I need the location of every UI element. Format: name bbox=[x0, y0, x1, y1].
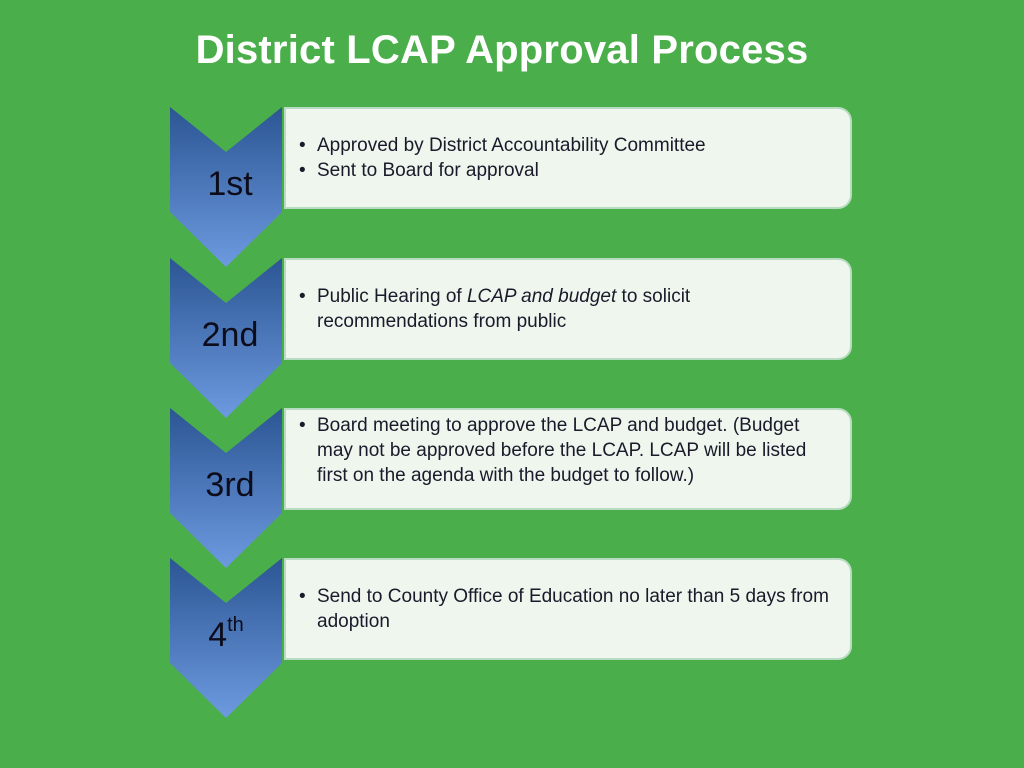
bullet-item bbox=[298, 133, 834, 158]
bullet-text: Approved by District Accountability Committee bbox=[317, 135, 706, 156]
step-label-suffix: th bbox=[227, 613, 244, 636]
process-step-1 bbox=[170, 107, 860, 277]
step-label: 1st bbox=[207, 165, 253, 203]
step-description-box bbox=[284, 558, 852, 660]
page-title: District LCAP Approval Process bbox=[195, 28, 809, 72]
bullet-text: Board meeting to approve the LCAP and budget. (Budget may not be approved before the LCAP. LCAP will be listed first on the agenda with the budget to follow.) bbox=[317, 415, 807, 486]
bullet-list bbox=[286, 260, 850, 334]
step-label: 2nd bbox=[201, 316, 259, 354]
step-label: 3rd bbox=[205, 466, 255, 504]
bullet-item bbox=[298, 158, 834, 183]
step-label bbox=[170, 613, 282, 655]
bullet-item bbox=[298, 413, 834, 488]
process-step-3 bbox=[170, 408, 860, 578]
bullet-text: Sent to Board for approval bbox=[317, 160, 539, 181]
step-description-box bbox=[284, 258, 852, 360]
bullet-text-italic: LCAP and budget bbox=[466, 286, 617, 307]
step-label-number: 4 bbox=[208, 616, 228, 654]
bullet-text: Public Hearing of bbox=[317, 286, 467, 307]
step-description-box bbox=[284, 408, 852, 510]
step-description-box bbox=[284, 107, 852, 209]
process-step-2 bbox=[170, 258, 860, 428]
bullet-item bbox=[298, 584, 834, 634]
bullet-list bbox=[286, 109, 850, 183]
bullet-list bbox=[286, 560, 850, 634]
process-step-4 bbox=[170, 558, 860, 728]
bullet-item bbox=[298, 284, 834, 334]
bullet-text: Send to County Office of Education no later than 5 days from adoption bbox=[317, 586, 829, 632]
bullet-list bbox=[286, 410, 850, 488]
bullet-text: to solicit recommendations from public bbox=[317, 286, 691, 332]
